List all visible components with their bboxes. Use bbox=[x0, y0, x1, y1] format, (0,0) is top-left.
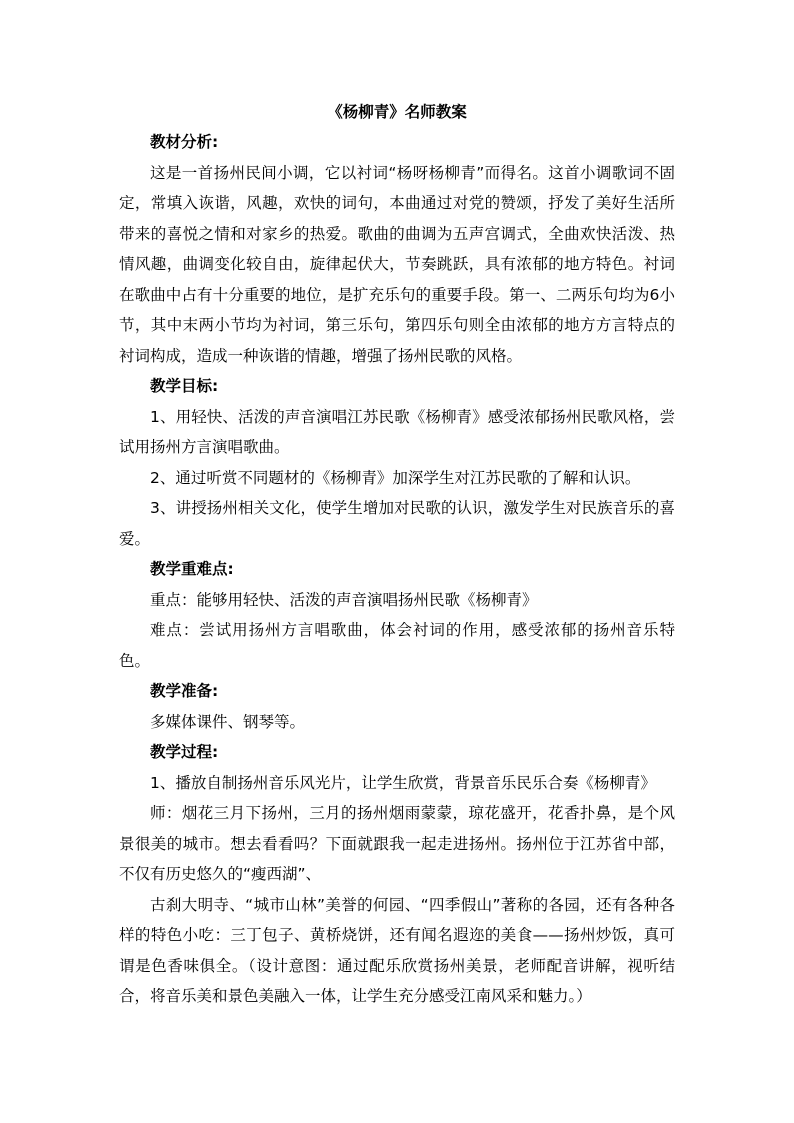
section-heading-teaching-process: 教学过程: bbox=[150, 743, 219, 761]
section-heading-material-analysis: 教材分析: bbox=[150, 133, 219, 151]
document-body bbox=[119, 97, 675, 1012]
process-step-1: 1、播放自制扬州音乐风光片，让学生欣赏，背景音乐民乐合奏《杨柳青》 bbox=[150, 773, 656, 792]
teacher-speech-paragraph: 师：烟花三月下扬州，三月的扬州烟雨蒙蒙，琼花盛开，花香扑鼻，是个风景很美的城市。想去看看吗？下面就跟我一起走进扬州。扬州位于江苏省中部，不仅有历史悠久的“瘦西湖”、 bbox=[119, 804, 675, 883]
section-heading-preparation: 教学准备: bbox=[150, 682, 219, 700]
teaching-goal-2: 2、通过听赏不同题材的《杨柳青》加深学生对江苏民歌的了解和认识。 bbox=[150, 468, 641, 487]
teaching-goal-3: 3、讲授扬州相关文化，使学生增加对民歌的认识，激发学生对民族音乐的喜爱。 bbox=[119, 499, 675, 548]
preparation-paragraph: 多媒体课件、钢琴等。 bbox=[150, 712, 306, 731]
material-analysis-paragraph: 这是一首扬州民间小调，它以衬词“杨呀杨柳青”而得名。这首小调歌词不固定，常填入诙谐，风趣，欢快的词句，本曲通过对党的赞颂，抒发了美好生活所带来的喜悦之情和对家乡的热爱。歌曲的曲调为五声宫调式，全曲欢快活泼、热情风趣，曲调变化较自由，旋律起伏大，节奏跳跃，具有浓郁的地方特色。衬词在歌曲中占有十分重要的地位，是扩充乐句的重要手段。第一、二两乐句均为6小节，其中末两小节均为衬词，第三乐句，第四乐句则全由浓郁的地方方言特点的衬词构成，造成一种诙谐的情趣，增强了扬州民歌的风格。 bbox=[119, 163, 675, 365]
difficulty-paragraph: 难点：尝试用扬州方言唱歌曲，体会衬词的作用，感受浓郁的扬州音乐特色。 bbox=[119, 621, 675, 670]
document-title: 《杨柳青》名师教案 bbox=[327, 103, 467, 121]
section-heading-key-difficulties: 教学重难点: bbox=[150, 560, 234, 578]
section-heading-teaching-goals: 教学目标: bbox=[150, 377, 219, 395]
teaching-goal-1: 1、用轻快、活泼的声音演唱江苏民歌《杨柳青》感受浓郁扬州民歌风格，尝试用扬州方言演唱歌曲。 bbox=[119, 407, 675, 456]
key-point-paragraph: 重点：能够用轻快、活泼的声音演唱扬州民歌《杨柳青》 bbox=[150, 590, 538, 609]
yangzhou-culture-paragraph: 古刹大明寺、“城市山林”美誉的何园、“四季假山”著称的各园，还有各种各样的特色小吃：三丁包子、黄桥烧饼，还有闻名遐迩的美食——扬州炒饭，真可谓是色香味俱全。（设计意图：通过配乐欣赏扬州美景，老师配音讲解，视听结合，将音乐美和景色美融入一体，让学生充分感受江南风采和魅力。） bbox=[119, 895, 675, 1005]
